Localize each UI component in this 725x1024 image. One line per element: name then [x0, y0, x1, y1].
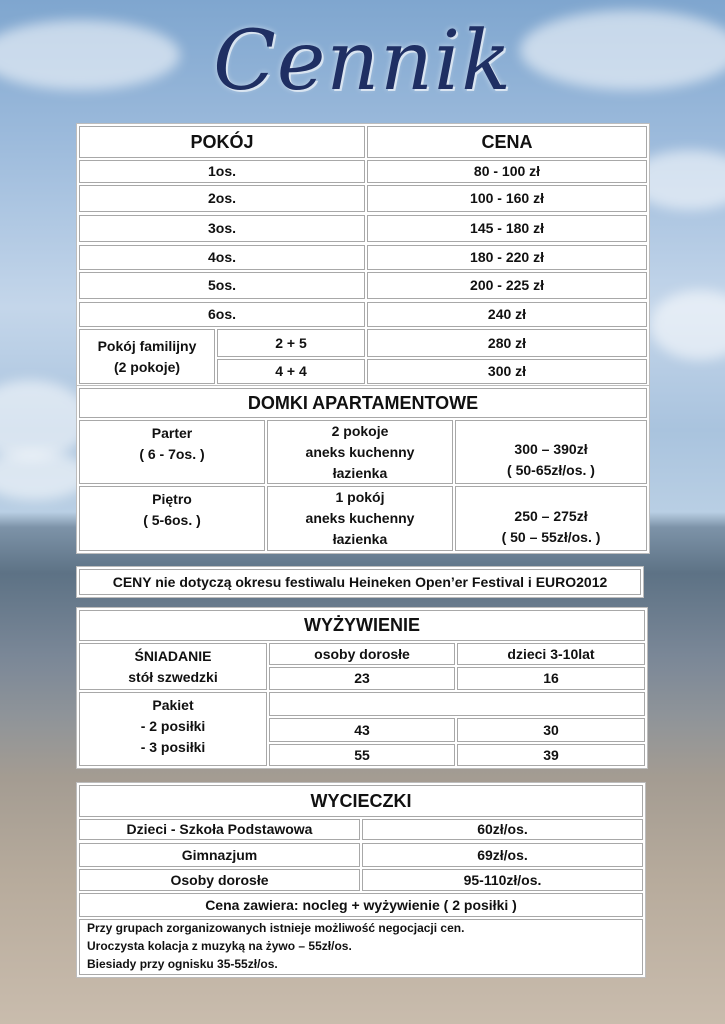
- apartment-desc: 2 pokoje: [331, 422, 389, 439]
- trip-includes: Cena zawiera: nocleg + wyżywienie ( 2 posiłki ): [79, 893, 643, 917]
- family-room-label: Pokój familijny: [97, 337, 197, 354]
- package2-children-price: 30: [457, 718, 645, 742]
- apartment-floor-cell: [79, 486, 265, 551]
- package3-children-price: 39: [457, 744, 645, 766]
- package3-adults-price: 55: [269, 744, 455, 766]
- package-blank-cell: [269, 692, 645, 716]
- apartment-floor: Parter: [151, 425, 193, 441]
- breakfast-children-price: 16: [457, 667, 645, 690]
- room-cell: 2os.: [79, 185, 365, 212]
- apartment-desc: aneks kuchenny: [305, 510, 415, 526]
- apartment-price-cell: [455, 420, 647, 484]
- apartment-desc: łazienka: [332, 464, 388, 481]
- trip-group-cell: Gimnazjum: [79, 843, 360, 867]
- children-column-header: dzieci 3-10lat: [457, 643, 645, 665]
- price-header: CENA: [367, 126, 647, 158]
- price-cell: 200 - 225 zł: [367, 272, 647, 299]
- trip-price-cell: 69zł/os.: [362, 843, 643, 867]
- trip-price-cell: 60zł/os.: [362, 819, 643, 840]
- family-room-subtitle: (2 pokoje): [113, 358, 181, 375]
- breakfast-subtitle: stół szwedzki: [128, 668, 218, 685]
- price-cell: 180 - 220 zł: [367, 245, 647, 270]
- family-config-cell: 4 + 4: [217, 359, 365, 384]
- apartment-price-cell: [455, 486, 647, 551]
- apartments-table: [76, 385, 650, 554]
- trip-note: Biesiady przy ognisku 35-55zł/os.: [87, 957, 278, 971]
- apartment-desc-cell: [267, 420, 453, 484]
- apartment-desc-cell: [267, 486, 453, 551]
- room-cell: 1os.: [79, 160, 365, 183]
- festival-note-panel: [76, 566, 644, 598]
- trips-table: [76, 782, 646, 978]
- package-label: Pakiet: [152, 697, 194, 713]
- rooms-table: [76, 123, 650, 387]
- apartment-price: 300 – 390zł: [514, 441, 588, 457]
- price-cell: 280 zł: [367, 329, 647, 357]
- room-header: POKÓJ: [79, 126, 365, 158]
- apartments-header: DOMKI APARTAMENTOWE: [79, 388, 647, 418]
- trip-group-cell: Osoby dorosłe: [79, 869, 360, 891]
- package-option: - 3 posiłki: [140, 739, 206, 755]
- room-cell: 5os.: [79, 272, 365, 299]
- apartment-per-person: ( 50-65zł/os. ): [507, 462, 595, 478]
- apartment-price: 250 – 275zł: [514, 508, 588, 524]
- room-cell: 3os.: [79, 215, 365, 242]
- apartment-desc: aneks kuchenny: [305, 443, 415, 460]
- apartment-floor-cell: [79, 420, 265, 484]
- apartment-desc: łazienka: [332, 531, 388, 547]
- family-room-cell: [79, 329, 215, 384]
- festival-note: CENY nie dotyczą okresu festiwalu Heineken Open’er Festival i EURO2012: [79, 569, 641, 595]
- family-config-cell: 2 + 5: [217, 329, 365, 357]
- apartment-floor: Piętro: [152, 491, 192, 507]
- package-option: - 2 posiłki: [140, 718, 206, 734]
- price-cell: 145 - 180 zł: [367, 215, 647, 242]
- package-cell: [79, 692, 267, 766]
- cloud: [650, 290, 725, 360]
- apartment-per-person: ( 50 – 55zł/os. ): [501, 529, 601, 545]
- price-cell: 80 - 100 zł: [367, 160, 647, 183]
- apartment-capacity: ( 6 - 7os. ): [139, 446, 205, 462]
- adults-column-header: osoby dorosłe: [269, 643, 455, 665]
- apartment-capacity: ( 5-6os. ): [143, 512, 201, 528]
- breakfast-adults-price: 23: [269, 667, 455, 690]
- price-cell: 300 zł: [367, 359, 647, 384]
- breakfast-label: ŚNIADANIE: [134, 647, 212, 664]
- trip-group-cell: Dzieci - Szkoła Podstawowa: [79, 819, 360, 840]
- price-cell: 100 - 160 zł: [367, 185, 647, 212]
- meals-header: WYŻYWIENIE: [79, 610, 645, 641]
- trips-header: WYCIECZKI: [79, 785, 643, 817]
- meals-table: [76, 607, 648, 769]
- trip-price-cell: 95-110zł/os.: [362, 869, 643, 891]
- room-cell: 6os.: [79, 302, 365, 327]
- page-title: Cennik: [213, 14, 512, 109]
- room-cell: 4os.: [79, 245, 365, 270]
- breakfast-cell: [79, 643, 267, 690]
- package2-adults-price: 43: [269, 718, 455, 742]
- price-cell: 240 zł: [367, 302, 647, 327]
- trip-note: Uroczysta kolacja z muzyką na żywo – 55zł/os.: [87, 939, 352, 953]
- trip-note: Przy grupach zorganizowanych istnieje możliwość negocjacji cen.: [87, 921, 465, 935]
- apartment-desc: 1 pokój: [335, 489, 385, 505]
